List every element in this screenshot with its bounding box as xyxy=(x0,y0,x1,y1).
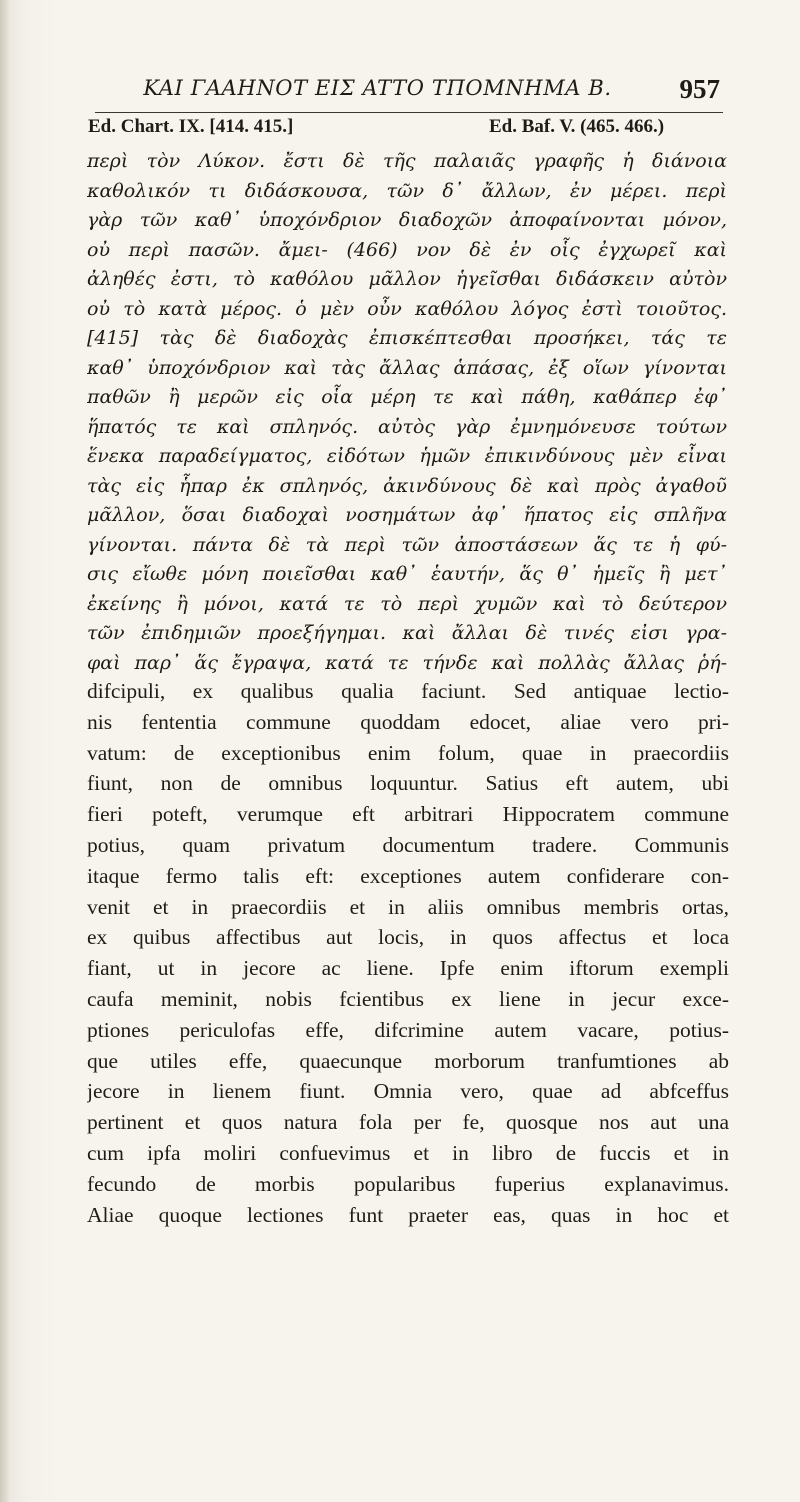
latin-text-line: venit et in praecordiis et in aliis omnibus membris ortas, xyxy=(87,894,729,919)
greek-text-line: σις εἴωθε μόνη ποιεῖσθαι καθ᾽ ἑαυτήν, ἅς θ᾽ ἡμεῖς ἢ μετ᾽ xyxy=(87,563,727,585)
edition-reference-chartier: Ed. Chart. IX. [414. 415.] xyxy=(88,116,294,137)
latin-text-line: fecundo de morbis popularibus fuperius explanavimus. xyxy=(87,1171,729,1196)
greek-text-line: παθῶν ἢ μερῶν εἰς οἷα μέρη τε καὶ πάθη, καθάπερ ἐφ᾽ xyxy=(87,386,727,408)
greek-text-line: ἕνεκα παραδείγματος, εἰδότων ἡμῶν ἐπικινδύνους μὲν εἶναι xyxy=(87,445,727,467)
latin-text-line: nis fententia commune quoddam edocet, aliae vero pri- xyxy=(87,709,729,734)
greek-text-line: τὰς εἰς ἧπαρ ἐκ σπληνός, ἀκινδύνους δὲ καὶ πρὸς ἀγαθοῦ xyxy=(87,474,727,497)
greek-text-line: γίνονται. πάντα δὲ τὰ περὶ τῶν ἀποστάσεων ἅς τε ἡ φύ- xyxy=(87,533,727,556)
latin-text-line: cum ipfa moliri confuevimus et in libro de fuccis et in xyxy=(87,1140,729,1165)
book-gutter-shadow xyxy=(0,0,10,1502)
edition-reference-basel: Ed. Baf. V. (465. 466.) xyxy=(489,116,665,137)
edition-references xyxy=(88,116,728,146)
latin-text-line: pertinent et quos natura fola per fe, quosque nos aut una xyxy=(87,1110,729,1135)
greek-text-line: μᾶλλον, ὅσαι διαδοχαὶ νοσημάτων ἀφ᾽ ἥπατος εἰς σπλῆνα xyxy=(87,504,727,526)
greek-text-line: ἐκείνης ἢ μόνοι, κατά τε τὸ περὶ χυμῶν καὶ τὸ δεύτερον xyxy=(87,592,727,615)
latin-text-line: ex quibus affectibus aut locis, in quos affectus et loca xyxy=(87,925,729,950)
greek-text-line: ἀληθές ἐστι, τὸ καθόλου μᾶλλον ἡγεῖσθαι διδάσκειν αὐτὸν xyxy=(87,268,727,290)
greek-text-line: περὶ τὸν Λύκον. ἔστι δὲ τῆς παλαιᾶς γραφῆς ἡ διάνοια xyxy=(87,150,727,172)
latin-text-line: que utiles effe, quaecunque morborum tranfumtiones ab xyxy=(87,1048,729,1073)
running-head xyxy=(95,72,720,112)
greek-text-line: καθ᾽ ὑποχόνδριον καὶ τὰς ἄλλας ἁπάσας, ἐξ οἵων γίνονται xyxy=(87,356,727,379)
running-title: KAI ΓAAHNOT EIΣ ATTO TΠOMNHMA B. xyxy=(143,76,612,100)
latin-text-line: jecore in lienem fiunt. Omnia vero, quae ad abfceffus xyxy=(87,1079,729,1104)
latin-text-line: itaque fermo talis eft: exceptiones autem confiderare con- xyxy=(87,863,729,888)
greek-text-line: τῶν ἐπιδημιῶν προεξήγημαι. καὶ ἄλλαι δὲ τινές εἰσι γρα- xyxy=(87,622,727,644)
latin-text-line: caufa meminit, nobis fcientibus ex liene in jecur exce- xyxy=(87,986,729,1011)
greek-text-line: [415] τὰς δὲ διαδοχὰς ἐπισκέπτεσθαι προσήκει, τάς τε xyxy=(87,327,727,349)
greek-text-line: οὐ τὸ κατὰ μέρος. ὁ μὲν οὖν καθόλου λόγος ἐστὶ τοιοῦτος. xyxy=(87,297,727,320)
greek-text-block xyxy=(87,147,727,678)
latin-text-line: fiunt, non de omnibus loquuntur. Satius eft autem, ubi xyxy=(87,771,729,796)
latin-text-line: fieri poteft, verumque eft arbitrari Hippocratem commune xyxy=(87,802,729,827)
latin-text-line: fiant, ut in jecore ac liene. Ipfe enim iftorum exempli xyxy=(87,956,729,981)
header-rule xyxy=(95,112,723,113)
page-number: 957 xyxy=(679,74,720,104)
latin-translation-block xyxy=(87,676,729,1230)
latin-text-line: difcipuli, ex qualibus qualia faciunt. Sed antiquae lectio- xyxy=(87,679,729,703)
greek-text-line: καθολικόν τι διδάσκουσα, τῶν δ᾽ ἄλλων, ἐν μέρει. περὶ xyxy=(87,179,727,202)
greek-text-line: γὰρ τῶν καθ᾽ ὑποχόνδριον διαδοχῶν ἀποφαίνονται μόνον, xyxy=(87,209,727,231)
greek-text-line: ἥπατός τε καὶ σπληνός. αὐτὸς γὰρ ἐμνημόνευσε τούτων xyxy=(87,415,727,438)
latin-text-line: Aliae quoque lectiones funt praeter eas, quas in hoc et xyxy=(87,1202,729,1227)
greek-text-line: φαὶ παρ᾽ ἅς ἔγραψα, κατά τε τήνδε καὶ πολλὰς ἄλλας ῥή- xyxy=(87,651,727,674)
latin-text-line: vatum: de exceptionibus enim folum, quae in praecordiis xyxy=(87,740,729,765)
latin-text-line: potius, quam privatum documentum tradere. Communis xyxy=(87,832,729,857)
latin-text-line: ptiones periculofas effe, difcrimine autem vacare, potius- xyxy=(87,1017,729,1042)
greek-text-line: οὐ περὶ πασῶν. ἄμει- (466) νον δὲ ἐν οἷς ἐγχωρεῖ καὶ xyxy=(87,238,727,261)
